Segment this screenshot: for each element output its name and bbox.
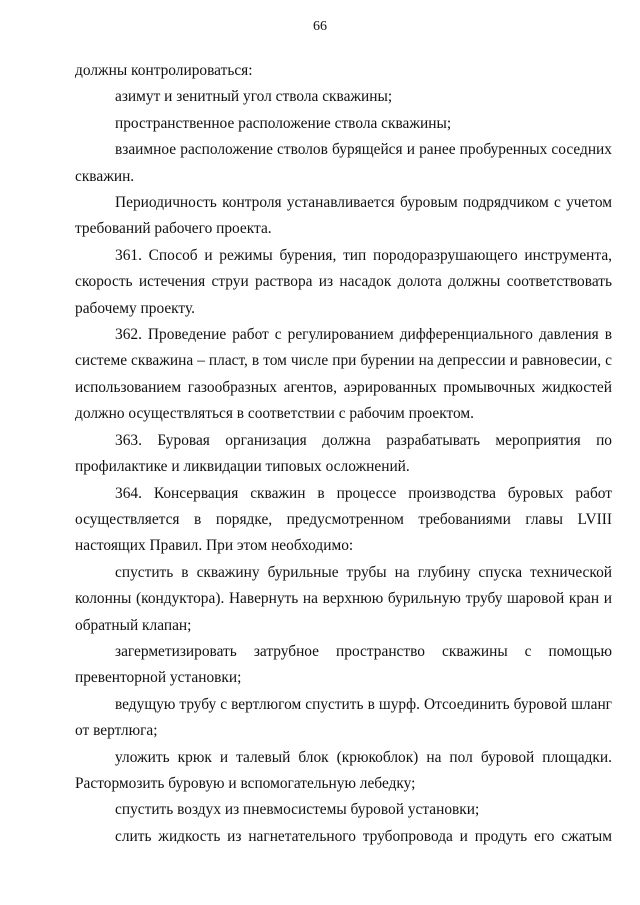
page-number: 66 <box>313 19 327 34</box>
step-lay-hook-block: уложить крюк и талевый блок (крюкоблок) на пол буровой площадки. Растормозить буровую и вспомогательную лебедку; <box>75 748 612 792</box>
list-item-azimuth: азимут и зенитный угол ствола скважины; <box>115 88 393 106</box>
paragraph-periodicity: Периодичность контроля устанавливается буровым подрядчиком с учетом требований рабочего проекта. <box>75 194 612 238</box>
step-release-air: спустить воздух из пневмосистемы буровой установки; <box>115 801 480 819</box>
step-lower-drill-pipes: спустить в скважину бурильные трубы на глубину спуска технической колонны (кондуктора). Навернуть на верхнюю бурильную трубу шаровой кран и обратный клапан; <box>75 563 612 634</box>
document-body <box>75 58 612 850</box>
list-item-mutual-position: взаимное расположение стволов бурящейся и ранее пробуренных соседних скважин. <box>75 141 612 185</box>
clause-364: 364. Консервация скважин в процессе производства буровых работ осуществляется в порядке, предусмотренном требованиями главы LVIII настоящих Правил. При этом необходимо: <box>75 484 612 555</box>
clause-361: 361. Способ и режимы бурения, тип породоразрушающего инструмента, скорость истечения струи раствора из насадок долота должны соответствовать рабочему проекту. <box>75 246 612 317</box>
step-drain-line: слить жидкость из нагнетательного трубопровода и продуть его сжатым <box>115 827 612 845</box>
step-kelly-to-rathole: ведущую трубу с вертлюгом спустить в шурф. Отсоединить буровой шланг от вертлюга; <box>75 695 612 740</box>
list-item-spatial-position: пространственное расположение ствола скважины; <box>115 114 452 132</box>
step-seal-annulus: загерметизировать затрубное пространство скважины с помощью превенторной установки; <box>75 642 612 687</box>
clause-363: 363. Буровая организация должна разрабатывать мероприятия по профилактике и ликвидации типовых осложнений. <box>75 431 612 476</box>
clause-362: 362. Проведение работ с регулированием дифференциального давления в системе скважина – пласт, в том числе при бурении на депрессии и равновесии, с использованием газообразных агентов, аэрированных промывочных жидкостей должно осуществляться в соответствии с рабочим проектом. <box>75 326 612 423</box>
paragraph-intro: должны контролироваться: <box>75 62 253 79</box>
